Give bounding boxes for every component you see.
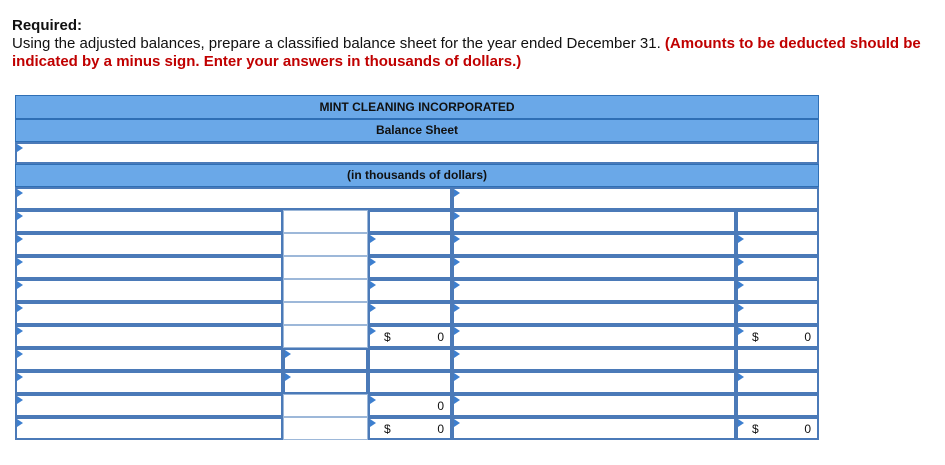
dropdown-indicator-icon: [738, 258, 744, 266]
left-amount2-input[interactable]: [368, 210, 452, 233]
right-label-input[interactable]: [452, 279, 736, 302]
right-amount-input[interactable]: [736, 371, 819, 394]
company-name-band: [15, 95, 819, 119]
left-amount2-input[interactable]: [368, 279, 452, 302]
right-label-input[interactable]: [452, 417, 736, 440]
dropdown-indicator-icon: [17, 212, 23, 220]
left-label-input[interactable]: [15, 279, 283, 302]
dropdown-indicator-icon: [738, 304, 744, 312]
left-amount2-input[interactable]: [368, 348, 452, 371]
left-amount2-input[interactable]: [368, 394, 452, 417]
dropdown-indicator-icon: [285, 350, 291, 358]
dropdown-indicator-icon: [370, 235, 376, 243]
left-amount1-input[interactable]: [283, 256, 368, 279]
right-amount-input[interactable]: [736, 233, 819, 256]
currency-symbol: $: [752, 329, 759, 344]
left-label-input[interactable]: [15, 210, 283, 233]
left-label-input[interactable]: [15, 325, 283, 348]
balance-sheet: [15, 95, 821, 440]
left-amount1-input[interactable]: [283, 348, 368, 371]
right-label-input[interactable]: [452, 233, 736, 256]
dropdown-indicator-icon: [454, 419, 460, 427]
units-label: (in thousands of dollars): [347, 168, 487, 182]
company-name: MINT CLEANING INCORPORATED: [319, 100, 515, 114]
right-amount-input[interactable]: [736, 417, 819, 440]
right-section-header-input[interactable]: [452, 187, 819, 210]
dropdown-indicator-icon: [370, 327, 376, 335]
right-label-input[interactable]: [452, 302, 736, 325]
dropdown-indicator-icon: [17, 373, 23, 381]
right-amount-input[interactable]: [736, 325, 819, 348]
dropdown-indicator-icon: [738, 235, 744, 243]
dropdown-indicator-icon: [370, 281, 376, 289]
dropdown-indicator-icon: [454, 373, 460, 381]
left-label-input[interactable]: [15, 417, 283, 440]
right-label-input[interactable]: [452, 394, 736, 417]
dropdown-indicator-icon: [17, 258, 23, 266]
dropdown-indicator-icon: [738, 419, 744, 427]
left-amount1-input[interactable]: [283, 417, 368, 440]
left-label-input[interactable]: [15, 302, 283, 325]
statement-title-band: [15, 119, 819, 142]
dropdown-indicator-icon: [17, 189, 23, 197]
dropdown-indicator-icon: [454, 327, 460, 335]
dropdown-indicator-icon: [17, 235, 23, 243]
statement-title: Balance Sheet: [375, 123, 459, 137]
currency-symbol: $: [384, 329, 391, 344]
right-label-input[interactable]: [452, 348, 736, 371]
dropdown-indicator-icon: [454, 235, 460, 243]
dropdown-indicator-icon: [454, 396, 460, 404]
dropdown-indicator-icon: [370, 258, 376, 266]
dropdown-indicator-icon: [370, 396, 376, 404]
left-amount2-input[interactable]: [368, 325, 452, 348]
right-label-input[interactable]: [452, 371, 736, 394]
right-amount-input[interactable]: [736, 256, 819, 279]
dropdown-indicator-icon: [17, 304, 23, 312]
dropdown-indicator-icon: [370, 304, 376, 312]
dropdown-indicator-icon: [738, 281, 744, 289]
left-amount1-input[interactable]: [283, 302, 368, 325]
instructions-text: Using the adjusted balances, prepare a classified balance sheet for the year ended December 31.: [12, 35, 661, 52]
left-amount2-input[interactable]: [368, 233, 452, 256]
instructions-note: (Amounts to be deducted should be indicated by a minus sign. Enter your answers in thousands of dollars.): [12, 35, 921, 70]
left-amount1-input[interactable]: [283, 371, 368, 394]
dropdown-indicator-icon: [738, 327, 744, 335]
dropdown-indicator-icon: [738, 373, 744, 381]
left-label-input[interactable]: [15, 233, 283, 256]
right-label-input[interactable]: [452, 256, 736, 279]
left-amount1-input[interactable]: [283, 210, 368, 233]
right-amount-input[interactable]: [736, 302, 819, 325]
left-amount2-input[interactable]: [368, 256, 452, 279]
left-label-input[interactable]: [15, 348, 283, 371]
right-amount-input[interactable]: [736, 279, 819, 302]
dropdown-indicator-icon: [17, 144, 23, 152]
left-label-input[interactable]: [15, 394, 283, 417]
dropdown-indicator-icon: [17, 396, 23, 404]
units-band: [15, 164, 819, 187]
required-heading: Required:: [12, 17, 83, 34]
left-amount2-input[interactable]: [368, 417, 452, 440]
left-amount1-input[interactable]: [283, 233, 368, 256]
currency-symbol: $: [384, 421, 391, 436]
right-amount-input[interactable]: [736, 394, 819, 417]
date-input[interactable]: [15, 142, 819, 164]
currency-symbol: $: [752, 421, 759, 436]
dropdown-indicator-icon: [454, 189, 460, 197]
dropdown-indicator-icon: [370, 419, 376, 427]
left-label-input[interactable]: [15, 256, 283, 279]
amount-value: 0: [437, 329, 444, 344]
dropdown-indicator-icon: [454, 212, 460, 220]
dropdown-indicator-icon: [454, 350, 460, 358]
left-amount1-input[interactable]: [283, 325, 368, 348]
dropdown-indicator-icon: [285, 373, 291, 381]
dropdown-indicator-icon: [17, 350, 23, 358]
left-amount1-input[interactable]: [283, 279, 368, 302]
dropdown-indicator-icon: [17, 419, 23, 427]
instructions: [12, 17, 937, 71]
right-amount-input[interactable]: [736, 210, 819, 233]
left-amount2-input[interactable]: [368, 302, 452, 325]
dropdown-indicator-icon: [17, 281, 23, 289]
left-section-header-input[interactable]: [15, 187, 452, 210]
amount-value: 0: [804, 421, 811, 436]
left-amount2-input[interactable]: [368, 371, 452, 394]
dropdown-indicator-icon: [454, 258, 460, 266]
right-amount-input[interactable]: [736, 348, 819, 371]
left-label-input[interactable]: [15, 371, 283, 394]
right-label-input[interactable]: [452, 210, 736, 233]
amount-value: 0: [437, 398, 444, 413]
dropdown-indicator-icon: [454, 281, 460, 289]
left-amount1-input[interactable]: [283, 394, 368, 417]
right-label-input[interactable]: [452, 325, 736, 348]
amount-value: 0: [437, 421, 444, 436]
amount-value: 0: [804, 329, 811, 344]
dropdown-indicator-icon: [454, 304, 460, 312]
dropdown-indicator-icon: [17, 327, 23, 335]
